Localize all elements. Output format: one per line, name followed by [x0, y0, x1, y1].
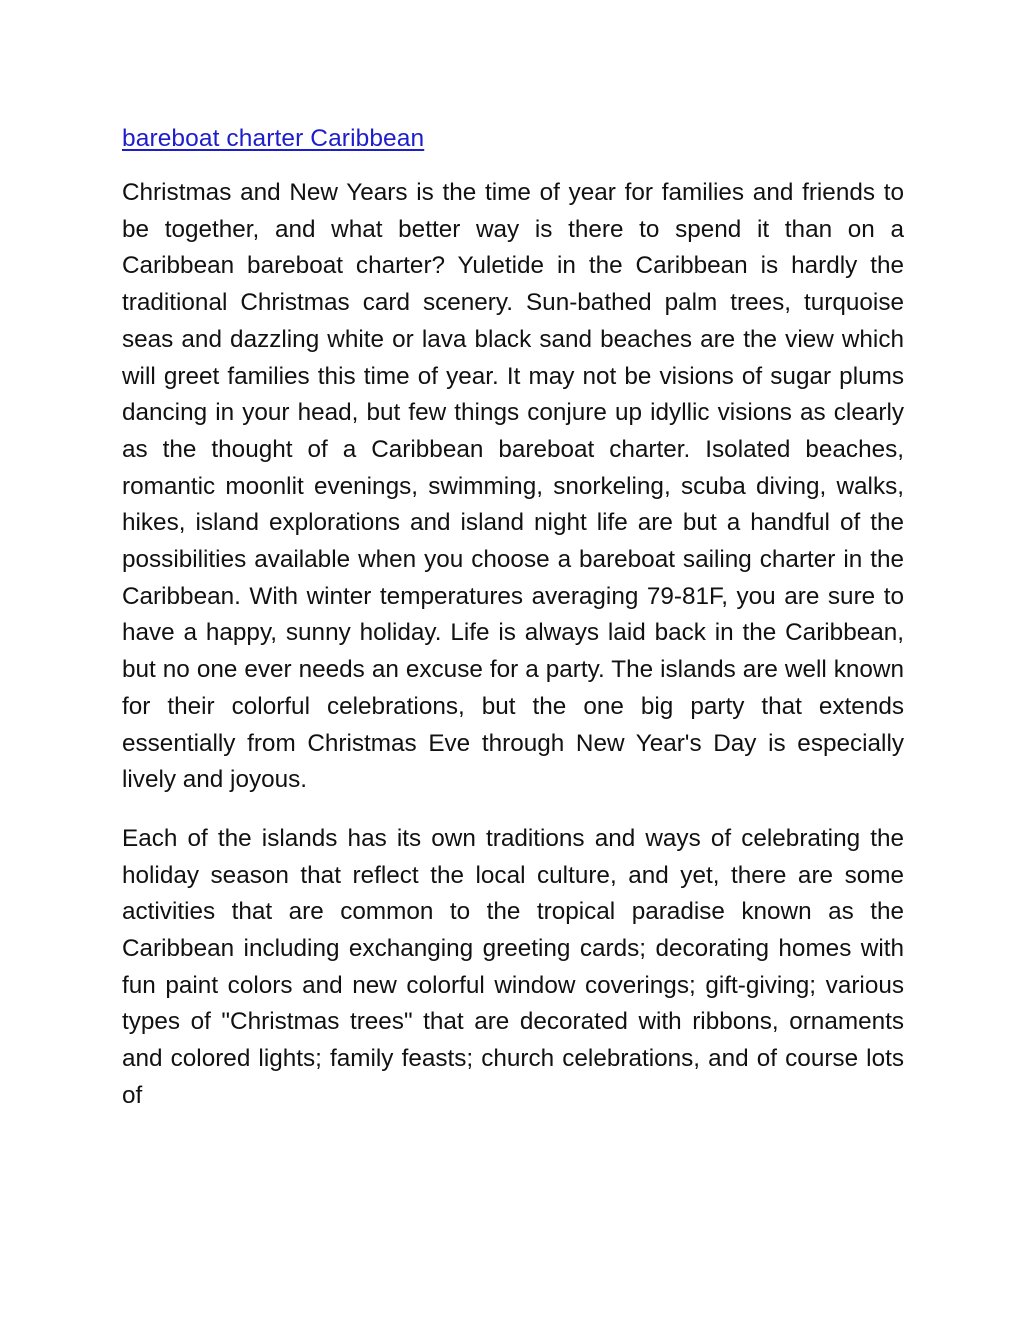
- bareboat-charter-caribbean-link[interactable]: bareboat charter Caribbean: [122, 125, 425, 152]
- document-page: [122, 121, 904, 1137]
- paragraph-1: Christmas and New Years is the time of year for families and friends to be together, and what better way is there to spend it than on a Caribbean bareboat charter? Yuletide in the Caribbean is hardly the traditional Christmas card scenery. Sun-bathed palm trees, turquoise seas and dazzling white or lava black sand beaches are the view which will greet families this time of year. It may not be visions of sugar plums dancing in your head, but few things conjure up idyllic visions as clearly as the thought of a Caribbean bareboat charter. Isolated beaches, romantic moonlit evenings, swimming, snorkeling, scuba diving, walks, hikes, island explorations and island night life are but a handful of the possibilities available when you choose a bareboat sailing charter in the Caribbean. With winter temperatures averaging 79-81F, you are sure to have a happy, sunny holiday. Life is always laid back in the Caribbean, but no one ever needs an excuse for a party. The islands are well known for their colorful celebrations, but the one big party that extends essentially from Christmas Eve through New Year's Day is especially lively and joyous.: [122, 179, 904, 794]
- paragraph-2: Each of the islands has its own traditions and ways of celebrating the holiday season that reflect the local culture, and yet, there are some activities that are common to the tropical paradise known as the Caribbean including exchanging greeting cards; decorating homes with fun paint colors and new colorful window coverings; gift-giving; various types of "Christmas trees" that are decorated with ribbons, ornaments and colored lights; family feasts; church celebrations, and of course lots of: [122, 824, 904, 1109]
